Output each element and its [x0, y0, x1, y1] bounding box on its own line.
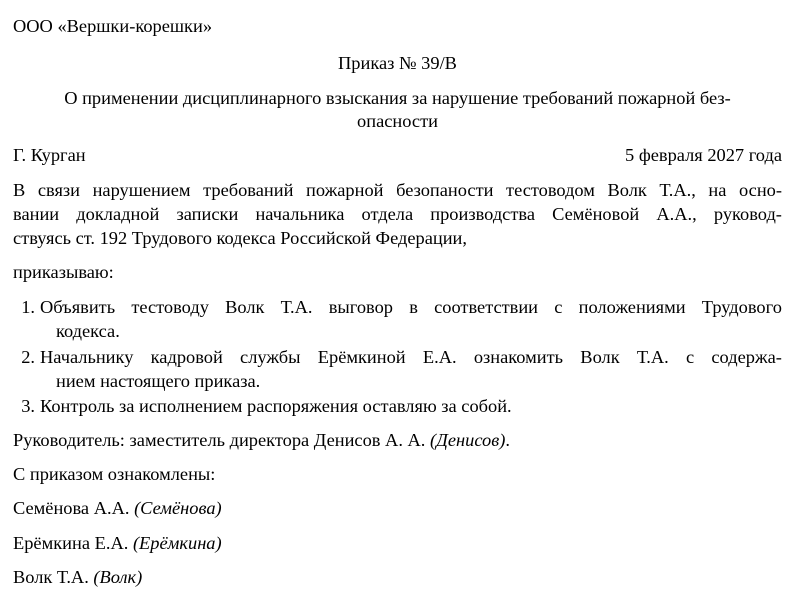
place-date-row [13, 143, 782, 167]
word: осно- [739, 180, 782, 200]
word: А.А., [656, 204, 697, 224]
word: с [554, 297, 563, 317]
word: Т.А., [659, 180, 696, 200]
list-item-2 [13, 345, 782, 369]
word: руковод- [713, 204, 782, 224]
word: Объявить [40, 297, 116, 317]
list-item-2-line-2: нием настоящего приказа. [56, 371, 261, 391]
list-item-number: 1. [21, 297, 35, 317]
list-item-1-line-2: кодекса. [56, 321, 120, 341]
list-item-3 [13, 394, 782, 418]
acquainted-row-1 [13, 496, 782, 520]
word: Волк [580, 347, 620, 367]
word: содержа- [711, 347, 782, 367]
word: связи [37, 180, 81, 200]
head-signature: (Денисов) [430, 430, 506, 450]
head-signature-row [13, 428, 782, 452]
word: Т.А. [280, 297, 313, 317]
word: соответствии [434, 297, 539, 317]
list-item-text-line-1 [40, 345, 782, 369]
word: докладной [76, 204, 160, 224]
word: Волк [607, 180, 647, 200]
word: пожарной [305, 180, 384, 200]
preamble-line-1 [13, 178, 782, 202]
word: безопаности [396, 180, 494, 200]
acquainted-signature: (Волк) [93, 567, 143, 587]
acquainted-row-2 [13, 531, 782, 555]
word: Т.А. [636, 347, 669, 367]
preamble-line-3: ствуясь ст. 192 Трудового кодекса Российской Федерации, [13, 228, 467, 248]
acquainted-name: Семёнова А.А. [13, 498, 130, 518]
word: Волк [225, 297, 265, 317]
word: записки [176, 204, 239, 224]
head-trailing: . [505, 430, 510, 450]
word: Начальнику [40, 347, 134, 367]
word: тестоводом [506, 180, 595, 200]
word: Трудового [701, 297, 782, 317]
word: службы [240, 347, 301, 367]
acquainted-signature: (Ерёмкина) [132, 533, 222, 553]
preamble-line-2 [13, 202, 782, 226]
order-title: Приказ № 39/В [338, 53, 457, 73]
acquainted-name: Волк Т.А. [13, 567, 89, 587]
head-label: Руководитель: заместитель директора Денисов А. А. [13, 430, 426, 450]
acquainted-name: Ерёмкина Е.А. [13, 533, 129, 553]
word: требований [203, 180, 294, 200]
word: ознакомить [473, 347, 564, 367]
word: начальника [255, 204, 345, 224]
list-item-number: 3. [21, 396, 35, 416]
word: Семёновой [552, 204, 640, 224]
word: положениями [578, 297, 686, 317]
order-word: приказываю: [13, 262, 114, 282]
order-subject-line-1: О применении дисциплинарного взыскания за нарушение требований пожарной без- [64, 88, 731, 108]
acquainted-row-3 [13, 565, 782, 589]
word: на [708, 180, 727, 200]
organization-name: ООО «Вершки-корешки» [13, 16, 213, 36]
list-item-text: Контроль за исполнением распоряжения оставляю за собой. [40, 396, 512, 416]
order-date: 5 февраля 2027 года [625, 145, 782, 165]
word: Ерёмкиной [317, 347, 406, 367]
word: нарушением [92, 180, 191, 200]
list-item-number: 2. [21, 347, 35, 367]
acquainted-signature: (Семёнова) [134, 498, 222, 518]
acquainted-label: С приказом ознакомлены: [13, 464, 216, 484]
word: Е.А. [422, 347, 457, 367]
word: с [685, 347, 695, 367]
word: В [13, 180, 26, 200]
order-subject-line-2: опасности [357, 111, 438, 131]
city: Г. Курган [13, 145, 86, 165]
word: производства [430, 204, 535, 224]
word: выговор [328, 297, 394, 317]
word: кадровой [150, 347, 223, 367]
word: отдела [361, 204, 414, 224]
word: вании [13, 204, 60, 224]
list-item-1 [13, 295, 782, 319]
word: тестоводу [131, 297, 209, 317]
list-item-text-line-1 [40, 295, 782, 319]
word: в [409, 297, 418, 317]
